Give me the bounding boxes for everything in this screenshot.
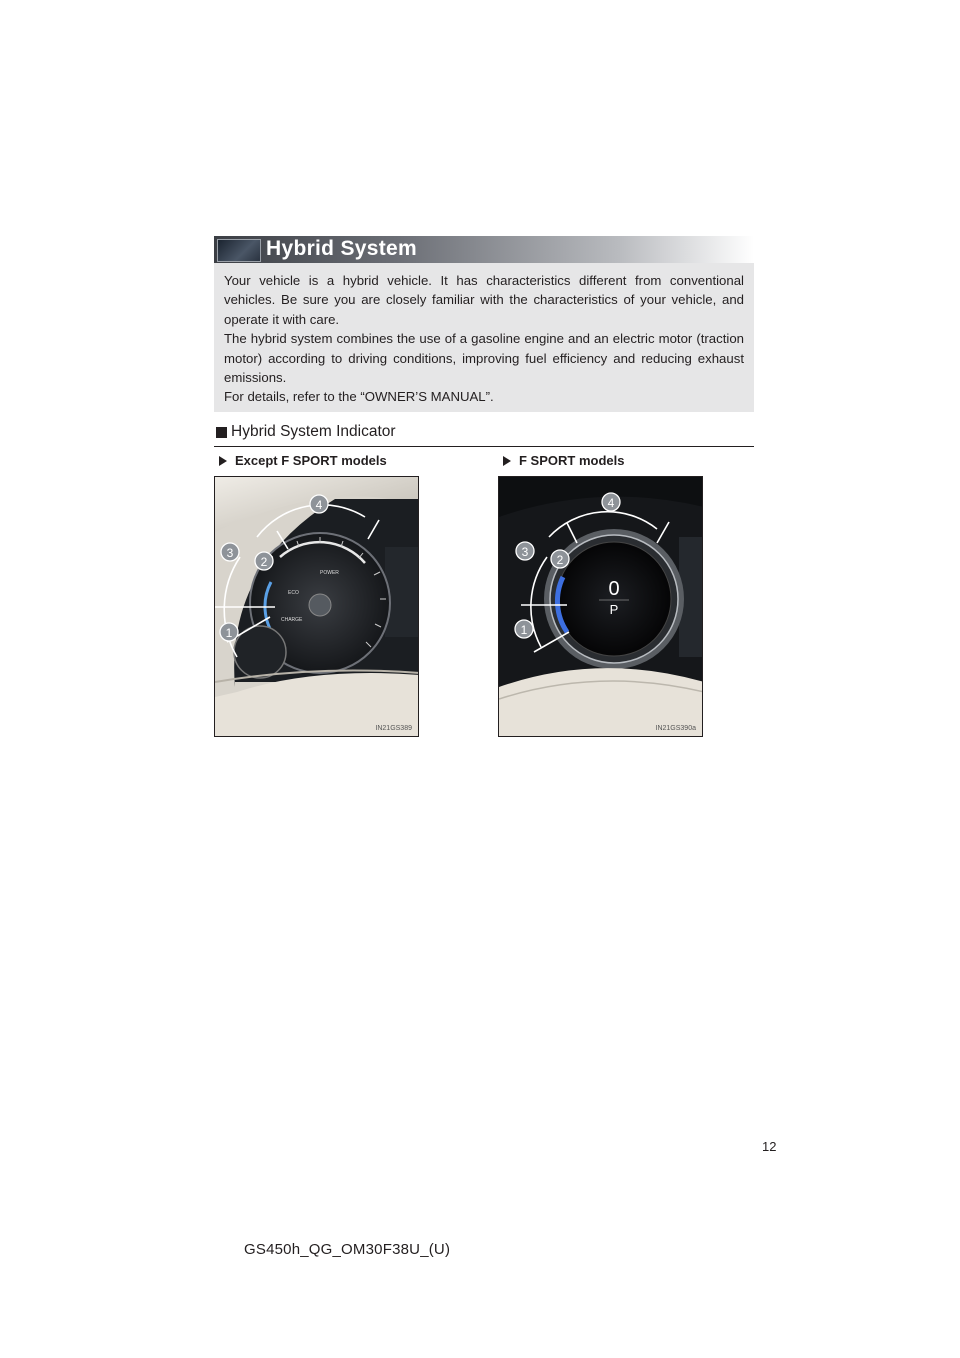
figure-label-standard: Except F SPORT models: [219, 453, 387, 468]
callout-3: 3: [226, 546, 234, 560]
intro-box: [214, 263, 754, 412]
page-title: Hybrid System: [266, 237, 417, 260]
section-heading: [214, 423, 754, 447]
gauge-label-power: POWER: [320, 570, 339, 576]
square-bullet-icon: [216, 427, 227, 438]
section-title-bar: [214, 236, 754, 263]
callout-1: 1: [520, 623, 528, 637]
intro-paragraph-3: For details, refer to the “OWNER’S MANUAL”.: [224, 389, 494, 405]
callout-2: 2: [556, 553, 564, 567]
speed-readout: 0: [608, 578, 620, 600]
gauge-label-eco: ECO: [288, 590, 299, 596]
intro-paragraph-1: Your vehicle is a hybrid vehicle. It has characteristics different from conventional vehicles. Be sure you are closely familiar with the characteristics of your vehicle, and operate it with care.: [224, 273, 744, 327]
figure-code: IN21GS389: [375, 725, 412, 732]
figure-label-fsport: F SPORT models: [503, 453, 624, 468]
callout-2: 2: [260, 555, 268, 569]
intro-paragraph-2: The hybrid system combines the use of a gasoline engine and an electric motor (traction motor) according to driving conditions, improving fuel efficiency and reducing exhaust emissions.: [224, 331, 744, 386]
callout-3: 3: [521, 545, 529, 559]
figure-standard-meter: [214, 476, 419, 737]
callout-4: 4: [315, 498, 323, 512]
page-number: 12: [762, 1139, 777, 1154]
section-heading-text: Hybrid System Indicator: [231, 423, 396, 440]
title-thumbnail-image: [217, 239, 261, 262]
figure-code: IN21GS390a: [655, 725, 696, 732]
standard-meter-illustration: [215, 477, 419, 737]
callout-1: 1: [225, 626, 233, 640]
gear-indicator: P: [609, 602, 619, 617]
triangle-bullet-icon: [219, 456, 227, 466]
fsport-meter-illustration: [499, 477, 703, 737]
figure-fsport-meter: [498, 476, 703, 737]
callout-4: 4: [607, 496, 615, 510]
document-code: GS450h_QG_OM30F38U_(U): [244, 1241, 451, 1258]
triangle-bullet-icon: [503, 456, 511, 466]
gauge-label-charge: CHARGE: [281, 617, 303, 623]
